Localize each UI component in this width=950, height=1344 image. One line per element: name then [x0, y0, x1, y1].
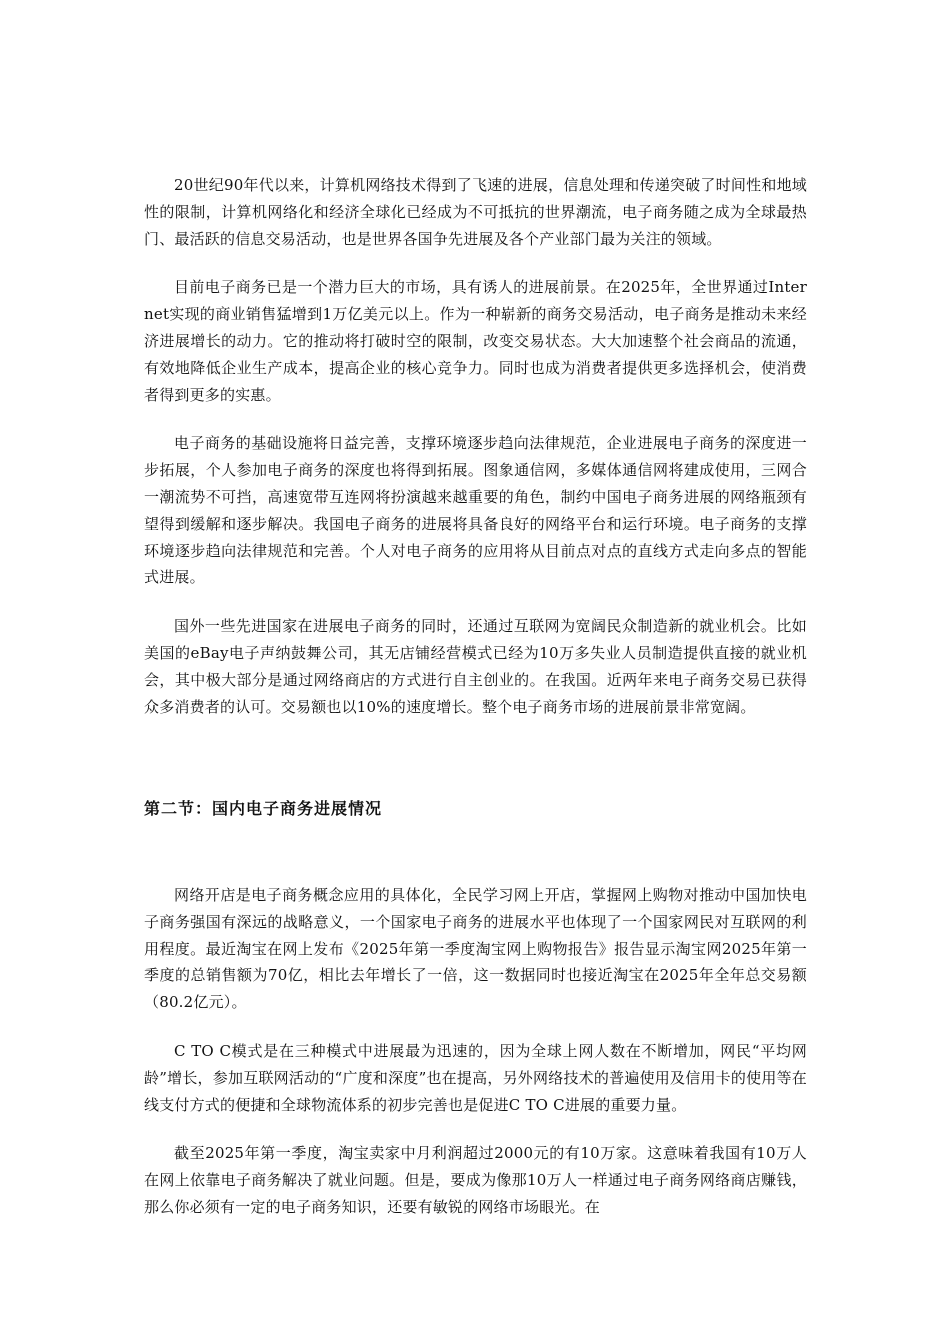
paragraph-6: C TO C模式是在三种模式中进展最为迅速的，因为全球上网人数在不断增加，网民“平均网龄”增长，参加互联网活动的“广度和深度”也在提高，另外网络技术的普遍使用及信用卡的使用等在线支付方式的便捷和全球物流体系的初步完善也是促进C TO C进展的重要力量。	[144, 1041, 807, 1114]
paragraph-2: 目前电子商务已是一个潜力巨大的市场，具有诱人的进展前景。在2025年，全世界通过Internet实现的商业销售猛增到1万亿美元以上。作为一种崭新的商务交易活动，电子商务是推动未来经济进展增长的动力。它的推动将打破时空的限制，改变交易状态。大大加速整个社会商品的流通，有效地降低企业生产成本，提高企业的核心竞争力。同时也成为消费者提供更多选择机会，使消费者得到更多的实惠。	[144, 278, 807, 404]
section-1-body	[144, 172, 807, 720]
paragraph-7: 截至2025年第一季度，淘宝卖家中月利润超过2000元的有10万家。这意味着我国有10万人在网上依靠电子商务解决了就业问题。但是，要成为像那10万人一样通过电子商务网络商店赚钱，那么你必须有一定的电子商务知识，还要有敏锐的网络市场眼光。在	[144, 1144, 807, 1216]
section-2-body	[144, 882, 807, 1221]
paragraph-4: 国外一些先进国家在进展电子商务的同时，还通过互联网为宽阔民众制造新的就业机会。比如美国的eBay电子声纳鼓舞公司，其无店铺经营模式已经为10万多失业人员制造提供直接的就业机会，其中极大部分是通过网络商店的方式进行自主创业的。在我国。近两年来电子商务交易已获得众多消费者的认可。交易额也以10%的速度增长。整个电子商务市场的进展前景非常宽阔。	[144, 617, 807, 716]
section-2-heading: 第二节：国内电子商务进展情况	[144, 799, 383, 818]
paragraph-3: 电子商务的基础设施将日益完善，支撑环境逐步趋向法律规范，企业进展电子商务的深度进一步拓展，个人参加电子商务的深度也将得到拓展。图象通信网，多媒体通信网将建成使用，三网合一潮流势不可挡，高速宽带互连网将扮演越来越重要的角色，制约中国电子商务进展的网络瓶颈有望得到缓解和逐步解决。我国电子商务的进展将具备良好的网络平台和运行环境。电子商务的支撑环境逐步趋向法律规范和完善。个人对电子商务的应用将从目前点对点的直线方式走向多点的智能式进展。	[144, 434, 807, 587]
paragraph-5: 网络开店是电子商务概念应用的具体化，全民学习网上开店，掌握网上购物对推动中国加快电子商务强国有深远的战略意义，一个国家电子商务的进展水平也体现了一个国家网民对互联网的利用程度。最近淘宝在网上发布《2025年第一季度淘宝网上购物报告》报告显示淘宝网2025年第一季度的总销售额为70亿，相比去年增长了一倍，这一数据同时也接近淘宝在2025年全年总交易额（80.2亿元）。	[144, 886, 807, 1012]
paragraph-1: 20世纪90年代以来，计算机网络技术得到了飞速的进展，信息处理和传递突破了时间性和地域性的限制，计算机网络化和经济全球化已经成为不可抵抗的世界潮流，电子商务随之成为全球最热门、最活跃的信息交易活动，也是世界各国争先进展及各个产业部门最为关注的领域。	[144, 176, 807, 248]
